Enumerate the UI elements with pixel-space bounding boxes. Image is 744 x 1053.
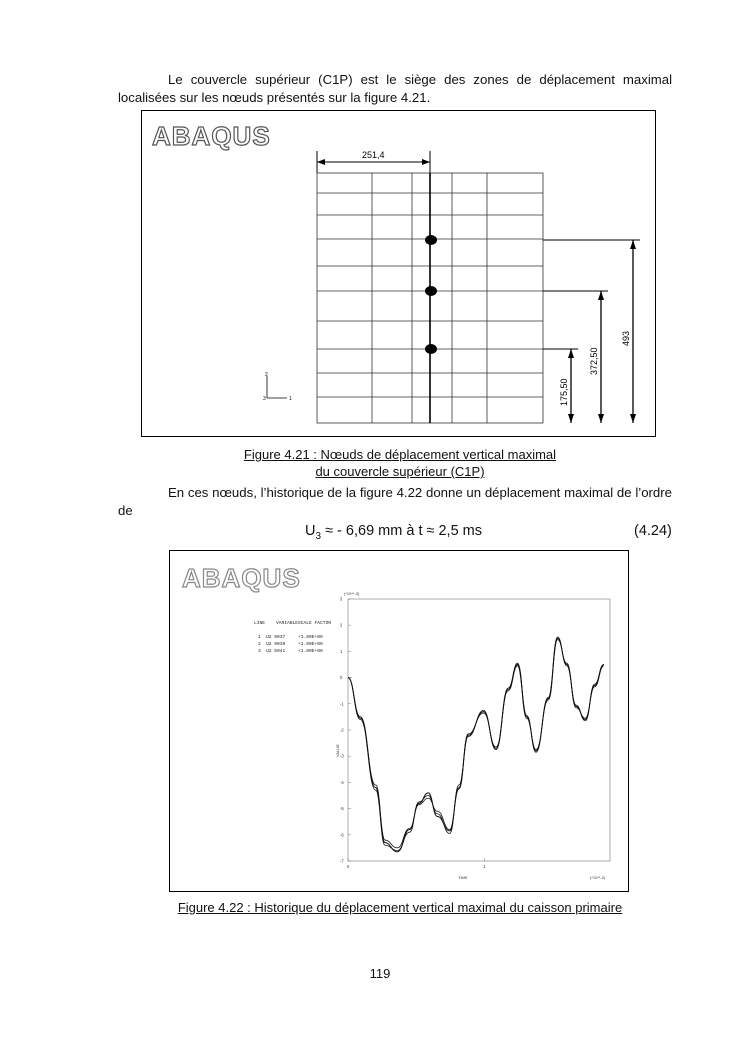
chart-legend xyxy=(254,620,331,654)
y-tick-label: 1 xyxy=(340,648,343,654)
axis-3-label: 3 xyxy=(263,396,266,402)
arrow-493-bottom xyxy=(630,414,636,423)
node-marker-bottom xyxy=(425,344,437,354)
axis-2-label: 2 xyxy=(265,372,268,378)
page-number: 119 xyxy=(369,966,391,981)
x-axis-label: TIME xyxy=(458,875,468,880)
x-tick-label: 1 xyxy=(483,864,486,869)
x-tick-label: 0 xyxy=(347,864,350,869)
dim-175-label: 175,50 xyxy=(559,378,569,406)
y-multiplier: (*10**-3) xyxy=(344,591,360,596)
equation xyxy=(305,523,482,542)
paragraph-intro-text: Le couvercle supérieur (C1P) est le siège des zones de déplacement maximal localisées sur les nœuds présentés sur la figure 4.21. xyxy=(118,72,672,105)
mesh-drawing xyxy=(142,111,654,435)
arrow-493-top xyxy=(630,240,636,249)
legend-row-1-variable: U2 9037 xyxy=(266,635,286,640)
equation-lhs: U xyxy=(305,523,316,539)
plot-frame xyxy=(348,599,610,861)
series-line-2 xyxy=(348,637,604,851)
legend-header-scale: SCALE FACTOR xyxy=(298,621,332,626)
y-tick-label: 2 xyxy=(340,622,343,628)
y-tick-label: -1 xyxy=(340,701,344,707)
abaqus-logo-2: ABAQUS xyxy=(182,563,301,593)
history-chart xyxy=(170,551,627,890)
y-tick-label: -5 xyxy=(340,806,344,812)
arrow-175-top xyxy=(568,349,574,358)
legend-row-2-scale: +1.00E+00 xyxy=(298,642,323,647)
legend-header-variable: VARIABLE xyxy=(276,621,299,626)
dim-493-label: 493 xyxy=(621,330,631,346)
equation-rhs: ≈ - 6,69 mm à t ≈ 2,5 ms xyxy=(321,523,483,539)
figure-4-22 xyxy=(169,550,629,892)
arrow-right xyxy=(422,159,430,165)
y-tick-label: -6 xyxy=(340,832,344,838)
y-tick-label: -7 xyxy=(340,858,344,864)
series-line-3 xyxy=(348,640,604,848)
arrow-175-bottom xyxy=(568,414,574,423)
node-marker-middle xyxy=(425,286,437,296)
y-tick-label: 3 xyxy=(340,596,343,602)
paragraph-history xyxy=(118,484,672,520)
legend-row-2-line: 2 xyxy=(258,642,261,647)
figure-4-21 xyxy=(141,110,656,437)
node-marker-top xyxy=(425,235,437,245)
paragraph-history-text: En ces nœuds, l’historique de la figure 4.22 donne un déplacement maximal de l’ordre de xyxy=(118,485,672,518)
legend-header-line: LINE xyxy=(254,621,266,626)
axis-triad xyxy=(263,372,292,402)
dim-372-label: 372,50 xyxy=(589,347,599,375)
abaqus-logo: ABAQUS xyxy=(152,121,271,151)
series-line-1 xyxy=(348,638,604,852)
y-axis-label: VALUE xyxy=(335,744,340,757)
legend-row-1-line: 1 xyxy=(258,635,261,640)
legend-row-2-variable: U2 9039 xyxy=(266,642,286,647)
x-multiplier: (*10**-2) xyxy=(590,875,606,880)
arrow-372-bottom xyxy=(598,414,604,423)
paragraph-intro xyxy=(118,71,672,107)
caption-line-1: Figure 4.21 : Nœuds de déplacement vertical maximal xyxy=(243,447,557,462)
dim-width-label: 251,4 xyxy=(362,150,385,160)
y-tick-label: 0 xyxy=(340,675,343,681)
legend-row-3-scale: +1.00E+00 xyxy=(298,649,323,654)
legend-row-3-line: 3 xyxy=(258,649,261,654)
y-tick-label: -2 xyxy=(340,727,344,733)
y-tick-label: -3 xyxy=(340,753,344,759)
y-tick-label: -4 xyxy=(340,779,344,785)
figure-4-22-caption: Figure 4.22 : Historique du déplacement vertical maximal du caisson primaire xyxy=(177,900,623,915)
arrow-372-top xyxy=(598,291,604,300)
legend-row-3-variable: U2 5041 xyxy=(266,649,286,654)
caption-line-2: du couvercle supérieur (C1P) xyxy=(315,464,485,479)
legend-row-1-scale: +1.00E+00 xyxy=(298,635,323,640)
equation-subscript: 3 xyxy=(315,530,322,542)
plot-area xyxy=(340,597,610,870)
axis-1-label: 1 xyxy=(289,396,292,402)
arrow-left xyxy=(317,159,325,165)
equation-number: (4.24) xyxy=(634,523,672,539)
figure-4-21-caption xyxy=(200,446,600,480)
